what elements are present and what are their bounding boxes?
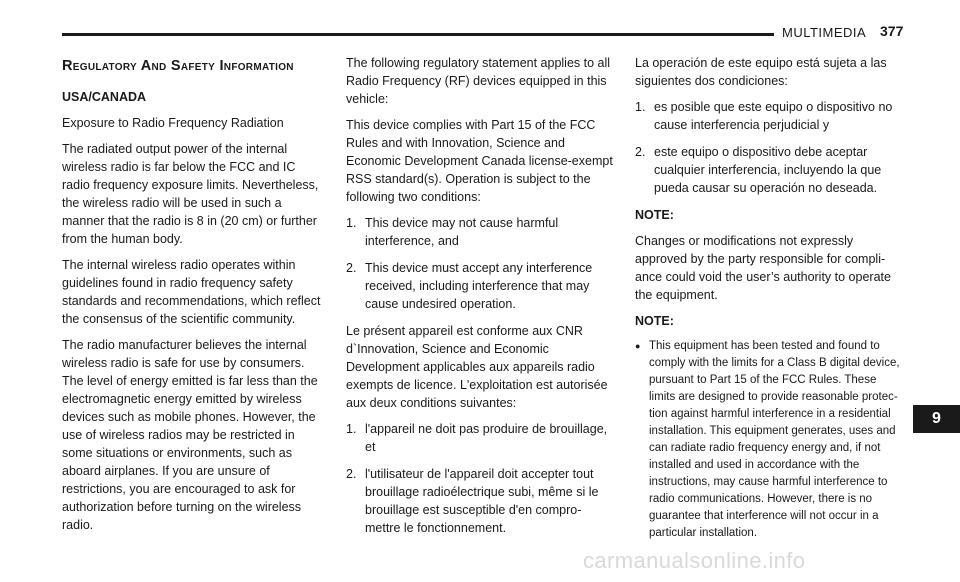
paragraph: Le présent appareil est conforme aux CNR d`Innovation, Science and Economic Development applicables aux appareils radio exempts de licence. L'exploitation est autorisée aux deux conditions suivantes: [346, 324, 608, 410]
page-number: 377 [880, 23, 904, 39]
paragraph: The following regulatory statement applies to all Radio Frequency (RF) devices equipped in this vehicle: [346, 56, 611, 106]
column-right [635, 54, 905, 542]
paragraph: The radio manufacturer believes the internal wireless radio is safe for use by consumers. The level of energy emitted is far less than the electromagnetic energy emitted by wireless devices such as mobile phones. However, the use of wireless radios may be restricted in some situations or environments, such as aboard airplanes. If you are unsure of restrictions, you are encouraged to ask for authorization before turning on the wireless radio. [62, 338, 318, 532]
subhead-usa-canada: USA/CANADA [62, 90, 147, 104]
paragraph: The radiated output power of the internal wireless radio is far below the FCC and IC radio frequency exposure limits. Nevertheless, the wireless radio will be used in such a manner that the radio is 8 in (20 cm) or further from the human body. [62, 142, 319, 246]
note-label: NOTE: [635, 314, 674, 328]
column-left [62, 54, 326, 542]
list-text: This device must accept any interference received, including interference that may cause undesired operation. [365, 261, 593, 311]
list-text: This device may not cause harmful interference, and [365, 216, 559, 248]
list-text: l'utilisateur de l'appareil doit accepter tout brouillage radioélectrique subi, même si le brouillage est susceptible d'en compro- mettre le fonctionnement. [365, 467, 599, 535]
header-rule [62, 33, 774, 36]
list-text: l'appareil ne doit pas produire de brouillage, et [365, 422, 608, 454]
column-middle [346, 54, 618, 546]
list-number: 2. [346, 467, 357, 481]
list-number: 1. [635, 100, 646, 114]
list-text: es posible que este equipo o dispositivo no cause interferencia perjudicial y [654, 100, 893, 132]
watermark: carmanualsonline.info [583, 548, 806, 573]
conditions-list-english [346, 214, 618, 313]
conditions-list-spanish [635, 98, 905, 197]
list-item [635, 338, 905, 542]
note-text: Changes or modifications not expressly approved by the party responsible for compli- ance could void the user’s authority to operate the equipment. [635, 234, 891, 302]
list-number: 1. [346, 422, 357, 436]
list-number: 1. [346, 216, 357, 230]
list-number: 2. [346, 261, 357, 275]
section-title: Regulatory And Safety Information [62, 58, 294, 74]
paragraph: The internal wireless radio operates within guidelines found in radio frequency safety standards and recommendations, which reflect the consensus of the scientific community. [62, 258, 321, 326]
list-item [635, 143, 905, 197]
list-item [346, 259, 618, 313]
paragraph: This device complies with Part 15 of the FCC Rules and with Innovation, Science and Economic Development Canada license-exempt RSS standard(s). Operation is subject to the following two conditions: [346, 118, 613, 204]
note-label: NOTE: [635, 208, 674, 222]
note-bullet-list [635, 338, 905, 542]
list-item [346, 420, 618, 456]
list-item [346, 465, 618, 537]
bullet-text: This equipment has been tested and found to comply with the limits for a Class B digital device, pursuant to Part 15 of the FCC Rules. These limits are designed to provide reasonable protec- tion against harmful interference in a residential installation. This equipment generates, uses and can radiate radio frequency energy and, if not installed and used in accordance with the instructions, may cause harmful interference to radio communications. However, there is no guarantee that interference will not occur in a particular installation. [649, 340, 900, 539]
list-item [635, 98, 905, 134]
chapter-tab[interactable]: 9 [913, 405, 960, 433]
bullet-icon: ● [635, 341, 641, 351]
section-name: MULTIMEDIA [782, 25, 867, 40]
list-number: 2. [635, 145, 646, 159]
paragraph: La operación de este equipo está sujeta a las siguientes dos condiciones: [635, 56, 887, 88]
list-item [346, 214, 618, 250]
list-text: este equipo o dispositivo debe aceptar cualquier interferencia, incluyendo la que pueda causar su operación no deseada. [654, 145, 882, 195]
paragraph: Exposure to Radio Frequency Radiation [62, 116, 284, 130]
conditions-list-french [346, 420, 618, 537]
